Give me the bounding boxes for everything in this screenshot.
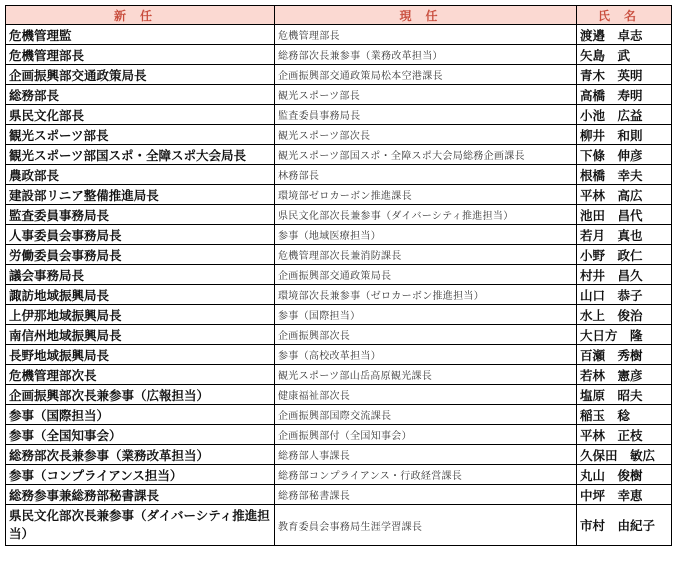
current-position-cell: 参事（国際担当） <box>275 305 577 325</box>
current-position-cell: 環境部次長兼参事（ゼロカーボン推進担当） <box>275 285 577 305</box>
name-cell: 山口 恭子 <box>577 285 672 305</box>
new-position-cell: 企画振興部次長兼参事（広報担当） <box>6 385 275 405</box>
table-row <box>6 105 672 125</box>
new-position-cell: 危機管理監 <box>6 25 275 45</box>
new-position-cell: 県民文化部長 <box>6 105 275 125</box>
name-cell: 村井 昌久 <box>577 265 672 285</box>
name-cell: 若林 憲彦 <box>577 365 672 385</box>
current-position-cell: 総務部コンプライアンス・行政経営課長 <box>275 465 577 485</box>
name-cell: 池田 昌代 <box>577 205 672 225</box>
header-new-position: 新任 <box>6 6 275 25</box>
personnel-table <box>5 5 672 546</box>
name-cell: 若月 真也 <box>577 225 672 245</box>
name-cell: 青木 英明 <box>577 65 672 85</box>
table-row <box>6 45 672 65</box>
table-row <box>6 85 672 105</box>
current-position-cell: 危機管理部次長兼消防課長 <box>275 245 577 265</box>
current-position-cell: 県民文化部次長兼参事（ダイバーシティ推進担当） <box>275 205 577 225</box>
new-position-cell: 企画振興部交通政策局長 <box>6 65 275 85</box>
current-position-cell: 参事（地域医療担当） <box>275 225 577 245</box>
table-row <box>6 465 672 485</box>
current-position-cell: 危機管理部長 <box>275 25 577 45</box>
current-position-cell: 環境部ゼロカーボン推進課長 <box>275 185 577 205</box>
name-cell: 小野 政仁 <box>577 245 672 265</box>
table-row <box>6 325 672 345</box>
current-position-cell: 企画振興部交通政策局長 <box>275 265 577 285</box>
table-row <box>6 265 672 285</box>
table-row <box>6 405 672 425</box>
name-cell: 大日方 隆 <box>577 325 672 345</box>
current-position-cell: 観光スポーツ部次長 <box>275 125 577 145</box>
new-position-cell: 参事（コンプライアンス担当） <box>6 465 275 485</box>
name-cell: 小池 広益 <box>577 105 672 125</box>
table-row <box>6 185 672 205</box>
current-position-cell: 観光スポーツ部長 <box>275 85 577 105</box>
new-position-cell: 県民文化部次長兼参事（ダイバーシティ推進担当） <box>6 505 275 546</box>
new-position-cell: 上伊那地域振興局長 <box>6 305 275 325</box>
new-position-cell: 諏訪地域振興局長 <box>6 285 275 305</box>
table-header-row <box>6 6 672 25</box>
new-position-cell: 総務部次長兼参事（業務改革担当） <box>6 445 275 465</box>
table-row <box>6 165 672 185</box>
new-position-cell: 観光スポーツ部国スポ・全障スポ大会局長 <box>6 145 275 165</box>
new-position-cell: 監査委員事務局長 <box>6 205 275 225</box>
table-row <box>6 125 672 145</box>
new-position-cell: 危機管理部次長 <box>6 365 275 385</box>
name-cell: 渡邉 卓志 <box>577 25 672 45</box>
table-row <box>6 365 672 385</box>
header-current-position: 現任 <box>275 6 577 25</box>
name-cell: 平林 正枝 <box>577 425 672 445</box>
table-row <box>6 245 672 265</box>
table-row <box>6 485 672 505</box>
new-position-cell: 議会事務局長 <box>6 265 275 285</box>
new-position-cell: 農政部長 <box>6 165 275 185</box>
table-row <box>6 145 672 165</box>
table-row <box>6 285 672 305</box>
table-row <box>6 305 672 325</box>
table-row <box>6 425 672 445</box>
new-position-cell: 総務参事兼総務部秘書課長 <box>6 485 275 505</box>
new-position-cell: 労働委員会事務局長 <box>6 245 275 265</box>
new-position-cell: 参事（国際担当） <box>6 405 275 425</box>
table-row <box>6 205 672 225</box>
new-position-cell: 南信州地域振興局長 <box>6 325 275 345</box>
current-position-cell: 林務部長 <box>275 165 577 185</box>
name-cell: 稲玉 稔 <box>577 405 672 425</box>
table-row <box>6 505 672 546</box>
table-row <box>6 25 672 45</box>
current-position-cell: 企画振興部交通政策局松本空港課長 <box>275 65 577 85</box>
name-cell: 中坪 幸恵 <box>577 485 672 505</box>
current-position-cell: 健康福祉部次長 <box>275 385 577 405</box>
new-position-cell: 建設部リニア整備推進局長 <box>6 185 275 205</box>
name-cell: 塩原 昭夫 <box>577 385 672 405</box>
current-position-cell: 企画振興部国際交流課長 <box>275 405 577 425</box>
name-cell: 百瀬 秀樹 <box>577 345 672 365</box>
current-position-cell: 総務部人事課長 <box>275 445 577 465</box>
header-name: 氏名 <box>577 6 672 25</box>
table-row <box>6 65 672 85</box>
name-cell: 市村 由紀子 <box>577 505 672 546</box>
new-position-cell: 長野地域振興局長 <box>6 345 275 365</box>
current-position-cell: 監査委員事務局長 <box>275 105 577 125</box>
current-position-cell: 総務部次長兼参事（業務改革担当） <box>275 45 577 65</box>
name-cell: 丸山 俊樹 <box>577 465 672 485</box>
current-position-cell: 総務部秘書課長 <box>275 485 577 505</box>
current-position-cell: 観光スポーツ部国スポ・全障スポ大会局総務企画課長 <box>275 145 577 165</box>
new-position-cell: 観光スポーツ部長 <box>6 125 275 145</box>
name-cell: 柳井 和則 <box>577 125 672 145</box>
new-position-cell: 危機管理部長 <box>6 45 275 65</box>
current-position-cell: 観光スポーツ部山岳高原観光課長 <box>275 365 577 385</box>
table-row <box>6 345 672 365</box>
name-cell: 水上 俊治 <box>577 305 672 325</box>
current-position-cell: 企画振興部次長 <box>275 325 577 345</box>
name-cell: 矢島 武 <box>577 45 672 65</box>
current-position-cell: 参事（高校改革担当） <box>275 345 577 365</box>
current-position-cell: 教育委員会事務局生涯学習課長 <box>275 505 577 546</box>
name-cell: 根橋 幸夫 <box>577 165 672 185</box>
new-position-cell: 参事（全国知事会） <box>6 425 275 445</box>
name-cell: 下條 伸彦 <box>577 145 672 165</box>
table-row <box>6 445 672 465</box>
name-cell: 高橋 寿明 <box>577 85 672 105</box>
table-row <box>6 385 672 405</box>
name-cell: 久保田 敏広 <box>577 445 672 465</box>
current-position-cell: 企画振興部付（全国知事会） <box>275 425 577 445</box>
name-cell: 平林 高広 <box>577 185 672 205</box>
new-position-cell: 人事委員会事務局長 <box>6 225 275 245</box>
new-position-cell: 総務部長 <box>6 85 275 105</box>
table-row <box>6 225 672 245</box>
personnel-table-container <box>5 5 672 546</box>
